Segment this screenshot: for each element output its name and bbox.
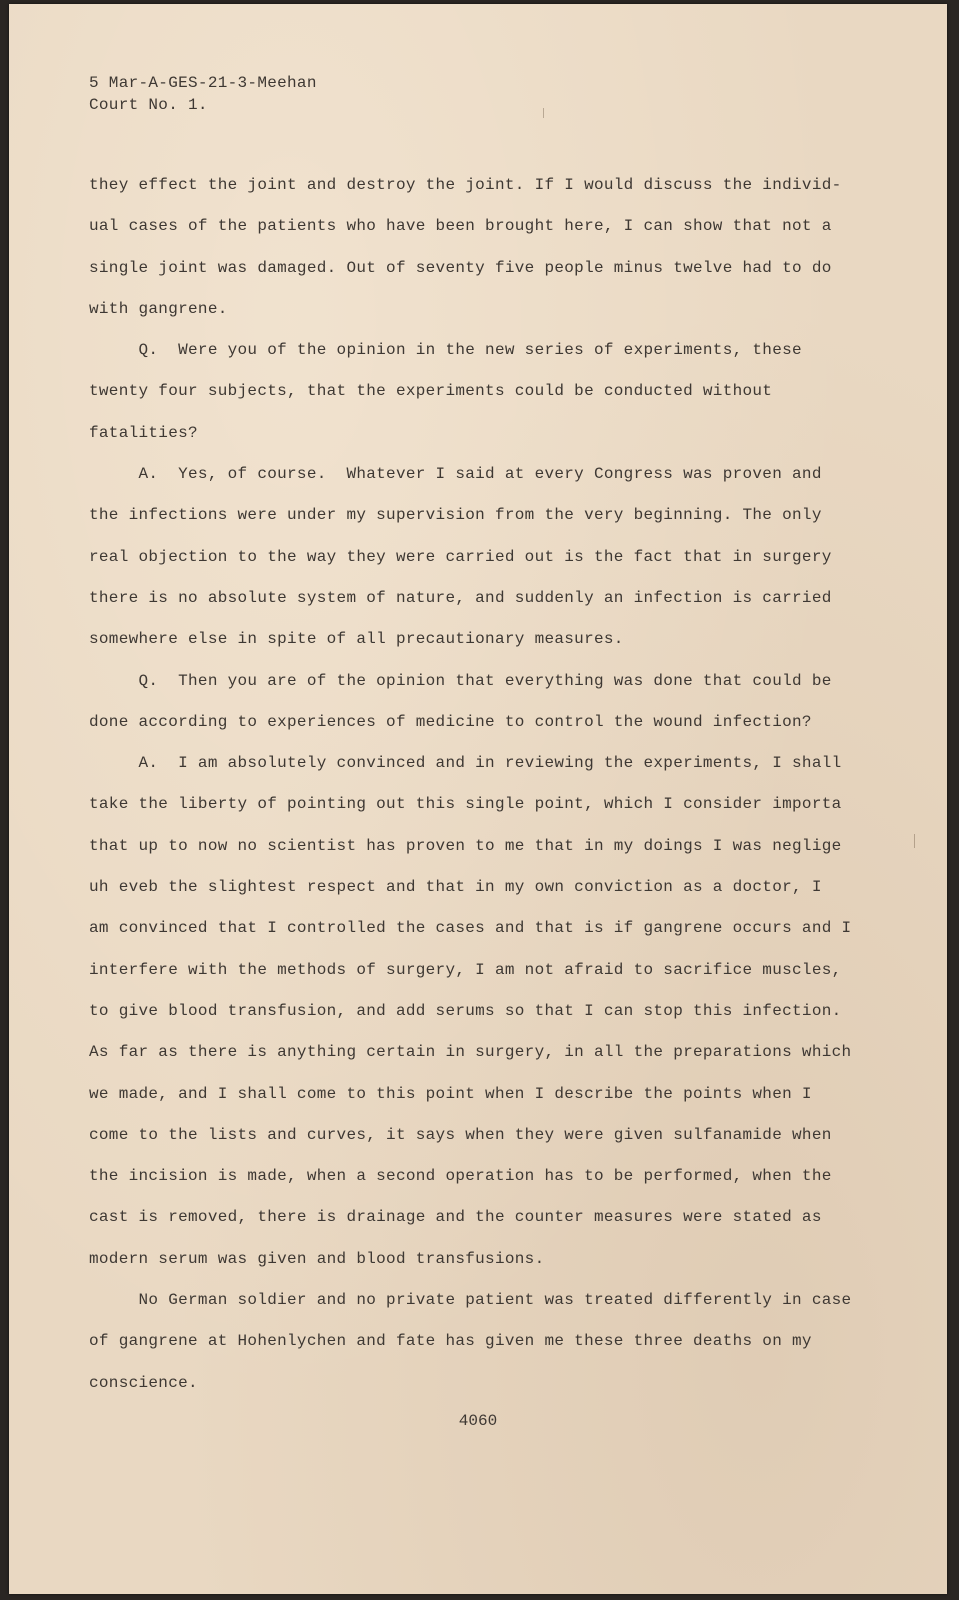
text-line: take the liberty of pointing out this single point, which I consider importa	[89, 795, 842, 814]
question-line: Q. Then you are of the opinion that everything was done that could be	[89, 671, 832, 690]
text-line: the incision is made, when a second operation has to be performed, when the	[89, 1167, 832, 1186]
answer-line: A. Yes, of course. Whatever I said at every Congress was proven and	[89, 465, 822, 484]
text-line: that up to now no scientist has proven to me that in my doings I was neglige	[89, 836, 842, 855]
text-line: to give blood transfusion, and add serums so that I can stop this infection.	[89, 1001, 842, 1020]
document-page	[9, 4, 947, 1594]
paragraph-line: No German soldier and no private patient was treated differently in case	[89, 1291, 852, 1310]
text-line: with gangrene.	[89, 299, 228, 318]
paper-crease-mark	[543, 108, 544, 118]
text-line: cast is removed, there is drainage and the counter measures were stated as	[89, 1208, 822, 1227]
transcript-body	[89, 174, 889, 1413]
text-line: real objection to the way they were carried out is the fact that in surgery	[89, 547, 832, 566]
text-line: the infections were under my supervision from the very beginning. The only	[89, 506, 822, 525]
text-line: fatalities?	[89, 423, 198, 442]
text-line: single joint was damaged. Out of seventy five people minus twelve had to do	[89, 258, 832, 277]
text-line: ual cases of the patients who have been brought here, I can show that not a	[89, 217, 832, 236]
text-line: there is no absolute system of nature, and suddenly an infection is carried	[89, 588, 832, 607]
text-line: done according to experiences of medicine to control the wound infection?	[89, 712, 812, 731]
text-line: As far as there is anything certain in surgery, in all the preparations which	[89, 1043, 852, 1062]
header-court: Court No. 1.	[89, 96, 208, 114]
paper-crease-mark	[914, 834, 915, 848]
text-line: of gangrene at Hohenlychen and fate has given me these three deaths on my	[89, 1332, 812, 1351]
text-line: somewhere else in spite of all precautionary measures.	[89, 630, 624, 649]
text-line: we made, and I shall come to this point when I describe the points when I	[89, 1084, 812, 1103]
text-line: uh eveb the slightest respect and that in my own conviction as a doctor, I	[89, 878, 822, 897]
document-header	[89, 72, 317, 116]
text-line: they effect the joint and destroy the joint. If I would discuss the individ-	[89, 176, 842, 194]
text-line: come to the lists and curves, it says when they were given sulfanamide when	[89, 1125, 832, 1144]
question-line: Q. Were you of the opinion in the new series of experiments, these	[89, 341, 802, 360]
header-reference: 5 Mar-A-GES-21-3-Meehan	[89, 74, 317, 92]
text-line: conscience.	[89, 1373, 198, 1392]
text-line: am convinced that I controlled the cases and that is if gangrene occurs and I	[89, 919, 852, 938]
answer-line: A. I am absolutely convinced and in reviewing the experiments, I shall	[89, 754, 842, 773]
page-number: 4060	[458, 1412, 498, 1430]
text-line: modern serum was given and blood transfusions.	[89, 1249, 545, 1268]
text-line: twenty four subjects, that the experiments could be conducted without	[89, 382, 773, 401]
text-line: interfere with the methods of surgery, I am not afraid to sacrifice muscles,	[89, 960, 842, 979]
